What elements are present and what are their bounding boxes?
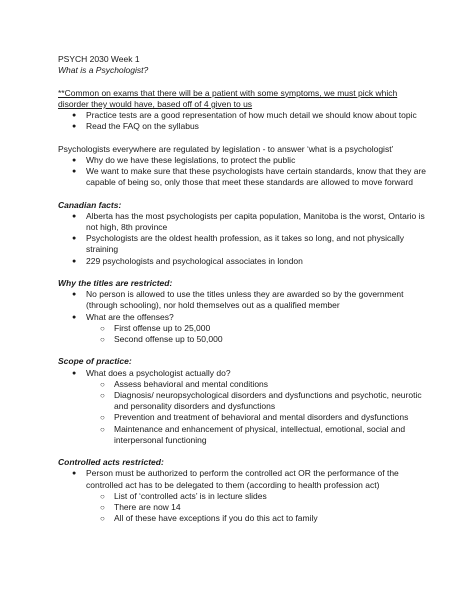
list-item-text: First offense up to 25,000 xyxy=(114,322,211,333)
list-item-text: Person must be authorized to perform the controlled act OR the performance of the controlled act has to be delegated to them (according to health profession act) xyxy=(86,468,399,490)
section-heading-canadian: Canadian facts: xyxy=(58,199,122,210)
bullet-icon: ● xyxy=(72,156,77,164)
bullet-icon: ● xyxy=(72,235,77,243)
section-heading-titles: Why the titles are restricted: xyxy=(58,278,173,288)
sub-list-item xyxy=(58,323,428,334)
list-item xyxy=(58,166,428,188)
circle-bullet-icon: ○ xyxy=(100,323,105,333)
sub-list-item xyxy=(58,412,428,423)
list-item xyxy=(58,289,428,311)
circle-bullet-icon: ○ xyxy=(100,491,105,501)
circle-bullet-icon: ○ xyxy=(100,335,105,345)
spacer xyxy=(58,446,428,457)
list-item xyxy=(58,312,428,323)
circle-bullet-icon: ○ xyxy=(100,424,105,434)
sub-list-item xyxy=(58,334,428,345)
list-item xyxy=(58,121,428,132)
list-item xyxy=(58,256,428,267)
list-item-text: We want to make sure that these psychologists have certain standards, know that they are capable of being so, only those that meet these standards are allowed to move forward xyxy=(86,166,427,188)
bullet-icon: ● xyxy=(72,257,77,265)
list-item-text: Assess behavioral and mental conditions xyxy=(114,378,269,389)
spacer xyxy=(58,345,428,356)
sub-list-item xyxy=(58,379,428,390)
bullet-icon: ● xyxy=(72,369,77,377)
circle-bullet-icon: ○ xyxy=(100,379,105,389)
spacer xyxy=(58,267,428,278)
list-item-text: List of ‘controlled acts’ is in lecture slides xyxy=(114,490,267,501)
list-item-text: Second offense up to 50,000 xyxy=(114,334,223,345)
bullet-icon: ● xyxy=(72,470,77,478)
list-item xyxy=(58,368,428,379)
canadian-list xyxy=(58,211,428,267)
legislation-text: Psychologists everywhere are regulated by legislation - to answer ‘what is a psychologist’ xyxy=(58,143,394,154)
bullet-icon: ● xyxy=(72,291,77,299)
list-item-text: Read the FAQ on the syllabus xyxy=(86,121,199,132)
exam-note: **Common on exams that there will be a patient with some symptoms, we must pick which disorder they would have, based off of 4 given to us xyxy=(58,87,398,109)
spacer xyxy=(58,76,428,87)
circle-bullet-icon: ○ xyxy=(100,391,105,401)
controlled-list xyxy=(58,468,428,524)
list-item-text: Prevention and treatment of behavioral and mental disorders and dysfunctions xyxy=(114,412,409,423)
sub-list-item xyxy=(58,513,428,524)
spacer xyxy=(58,188,428,199)
list-item-text: What are the offenses? xyxy=(86,311,174,322)
list-item-text: Diagnosis/ neuropsychological disorders and dysfunctions and psychotic, neurotic and personality disorders and dysfunctions xyxy=(114,390,422,412)
sub-list-item xyxy=(58,424,428,446)
list-item xyxy=(58,468,428,490)
list-item-text: All of these have exceptions if you do this act to family xyxy=(114,513,318,524)
course-title: PSYCH 2030 Week 1 xyxy=(58,54,140,64)
list-item-text: Why do we have these legislations, to protect the public xyxy=(86,154,296,165)
sub-list-item xyxy=(58,390,428,412)
document-body xyxy=(58,54,428,524)
list-item xyxy=(58,211,428,233)
titles-list xyxy=(58,289,428,345)
list-item-text: What does a psychologist actually do? xyxy=(86,367,231,378)
list-item-text: No person is allowed to use the titles unless they are awarded so by the government (through schooling), nor hold themselves out as a qualified member xyxy=(86,289,404,311)
list-item-text: Psychologists are the oldest health profession, as it takes so long, and not physically straining xyxy=(86,233,404,255)
scope-list xyxy=(58,368,428,446)
list-item-text: 229 psychologists and psychological associates in london xyxy=(86,255,303,266)
list-item-text: Alberta has the most psychologists per capita population, Manitoba is the worst, Ontario is not high, 8th province xyxy=(86,210,425,232)
section-heading-scope: Scope of practice: xyxy=(58,356,132,367)
bullet-icon: ● xyxy=(72,112,77,119)
list-item-text: There are now 14 xyxy=(114,502,181,513)
list-item xyxy=(58,110,428,121)
section-heading-controlled: Controlled acts restricted: xyxy=(58,457,164,468)
bullet-icon: ● xyxy=(72,212,77,220)
spacer xyxy=(58,132,428,143)
circle-bullet-icon: ○ xyxy=(100,514,105,524)
intro-list xyxy=(58,110,428,132)
circle-bullet-icon: ○ xyxy=(100,503,105,513)
sub-list-item xyxy=(58,491,428,502)
bullet-icon: ● xyxy=(72,123,77,131)
circle-bullet-icon: ○ xyxy=(100,413,105,423)
bullet-icon: ● xyxy=(72,168,77,175)
list-item-text: Practice tests are a good representation of how much detail we should know about topic xyxy=(86,110,417,120)
list-item xyxy=(58,155,428,166)
legislation-list xyxy=(58,155,428,189)
list-item-text: Maintenance and enhancement of physical, intellectual, emotional, social and interpersonal functioning xyxy=(114,423,406,445)
page-subtitle: What is a Psychologist? xyxy=(58,65,149,76)
list-item xyxy=(58,233,428,255)
bullet-icon: ● xyxy=(72,313,77,321)
sub-list-item xyxy=(58,502,428,513)
